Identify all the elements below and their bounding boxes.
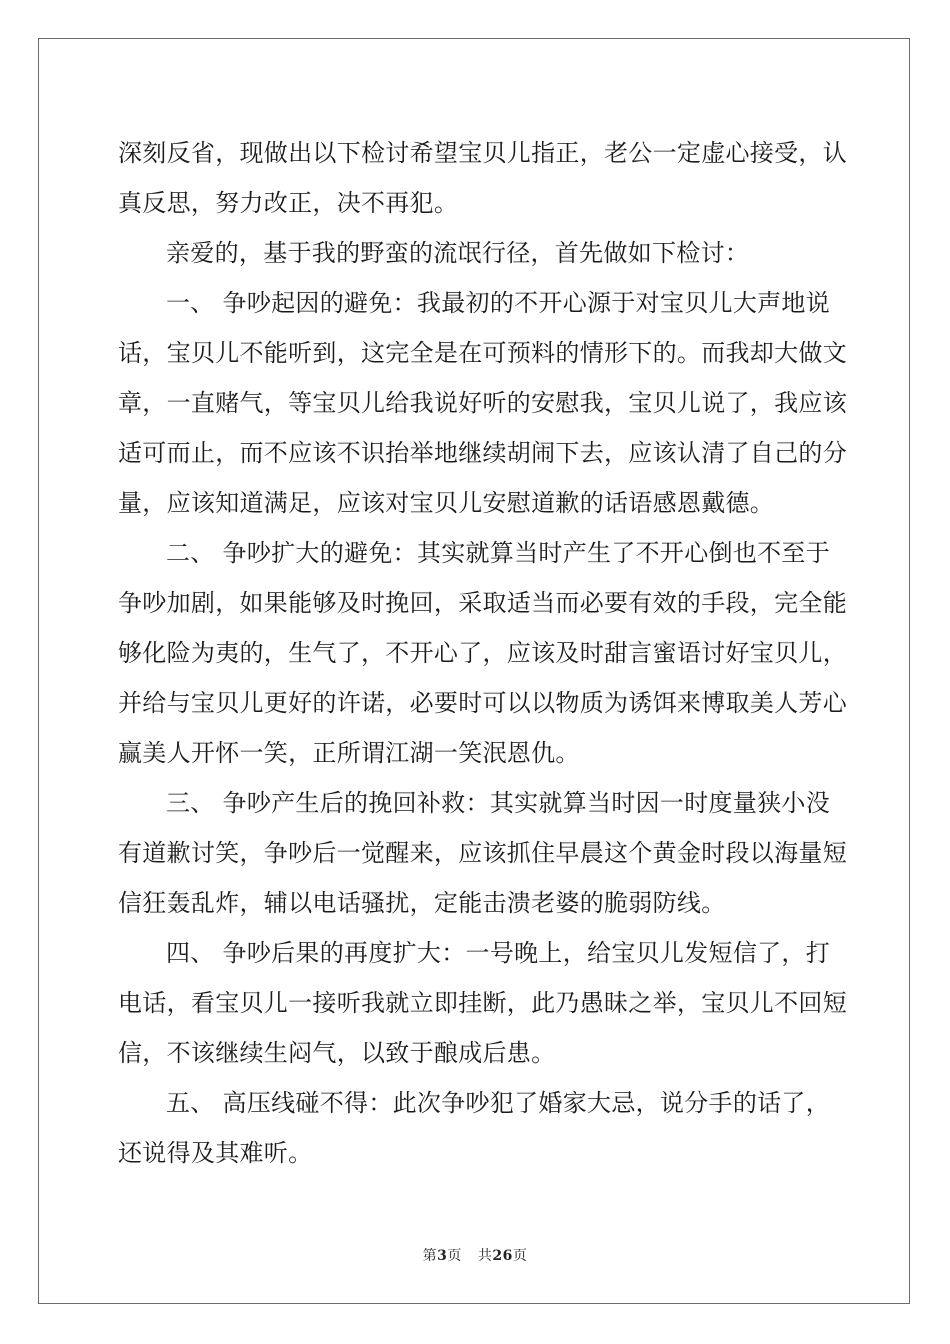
paragraph	[118, 128, 847, 228]
text-line: 量，应该知道满足，应该对宝贝儿安慰道歉的话语感恩戴德。	[118, 489, 775, 517]
text-line: 有道歉讨笑，争吵后一觉醒来，应该抓住早晨这个黄金时段以海量短	[118, 839, 847, 867]
text-line: 话，宝贝儿不能听到，这完全是在可预料的情形下的。而我却大做文	[118, 339, 847, 367]
total-prefix: 共	[477, 1248, 493, 1264]
paragraph	[118, 228, 834, 278]
text-line: 够化险为夷的，生气了，不开心了，应该及时甜言蜜语讨好宝贝儿，	[118, 639, 847, 667]
text-line: 信狂轰乱炸，辅以电话骚扰，定能击溃老婆的脆弱防线。	[118, 889, 726, 917]
text-line: 一、 争吵起因的避免：我最初的不开心源于对宝贝儿大声地说	[166, 289, 831, 317]
page-footer	[0, 1245, 950, 1265]
page-number: 3	[437, 1248, 448, 1264]
text-line: 三、 争吵产生后的挽回补救：其实就算当时因一时度量狭小没	[166, 789, 831, 817]
text-line: 二、 争吵扩大的避免：其实就算当时产生了不开心倒也不至于	[166, 539, 831, 567]
paragraph	[118, 528, 847, 778]
text-line: 电话，看宝贝儿一接听我就立即挂断，此乃愚昧之举，宝贝儿不回短	[118, 989, 847, 1017]
total-pages: 26	[492, 1248, 513, 1264]
paragraph	[118, 778, 847, 928]
text-line: 五、 高压线碰不得：此次争吵犯了婚家大忌，说分手的话了，	[166, 1089, 831, 1117]
document-body	[118, 128, 847, 1178]
paragraph	[118, 1078, 834, 1178]
page-suffix: 页	[447, 1248, 462, 1264]
text-line: 适可而止，而不应该不识抬举地继续胡闹下去，应该认清了自己的分	[118, 439, 847, 467]
paragraph	[118, 928, 847, 1078]
text-line: 赢美人开怀一笑，正所谓江湖一笑泯恩仇。	[118, 739, 580, 767]
total-suffix: 页	[512, 1248, 528, 1264]
text-line: 争吵加剧，如果能够及时挽回，采取适当而必要有效的手段，完全能	[118, 589, 847, 617]
page-prefix: 第	[422, 1248, 438, 1264]
text-line: 还说得及其难听。	[118, 1139, 313, 1167]
text-line: 信，不该继续生闷气，以致于酿成后患。	[118, 1039, 556, 1067]
text-line: 深刻反省，现做出以下检讨希望宝贝儿指正，老公一定虚心接受，认	[118, 139, 847, 167]
text-line: 真反思，努力改正，决不再犯。	[118, 189, 459, 217]
paragraph	[118, 278, 847, 528]
text-line: 四、 争吵后果的再度扩大：一号晚上，给宝贝儿发短信了，打	[166, 939, 831, 967]
text-line: 章，一直赌气，等宝贝儿给我说好听的安慰我，宝贝儿说了，我应该	[118, 389, 847, 417]
text-line: 并给与宝贝儿更好的许诺，必要时可以以物质为诱饵来博取美人芳心	[118, 689, 847, 717]
text-line: 亲爱的，基于我的野蛮的流氓行径，首先做如下检讨：	[166, 239, 750, 267]
